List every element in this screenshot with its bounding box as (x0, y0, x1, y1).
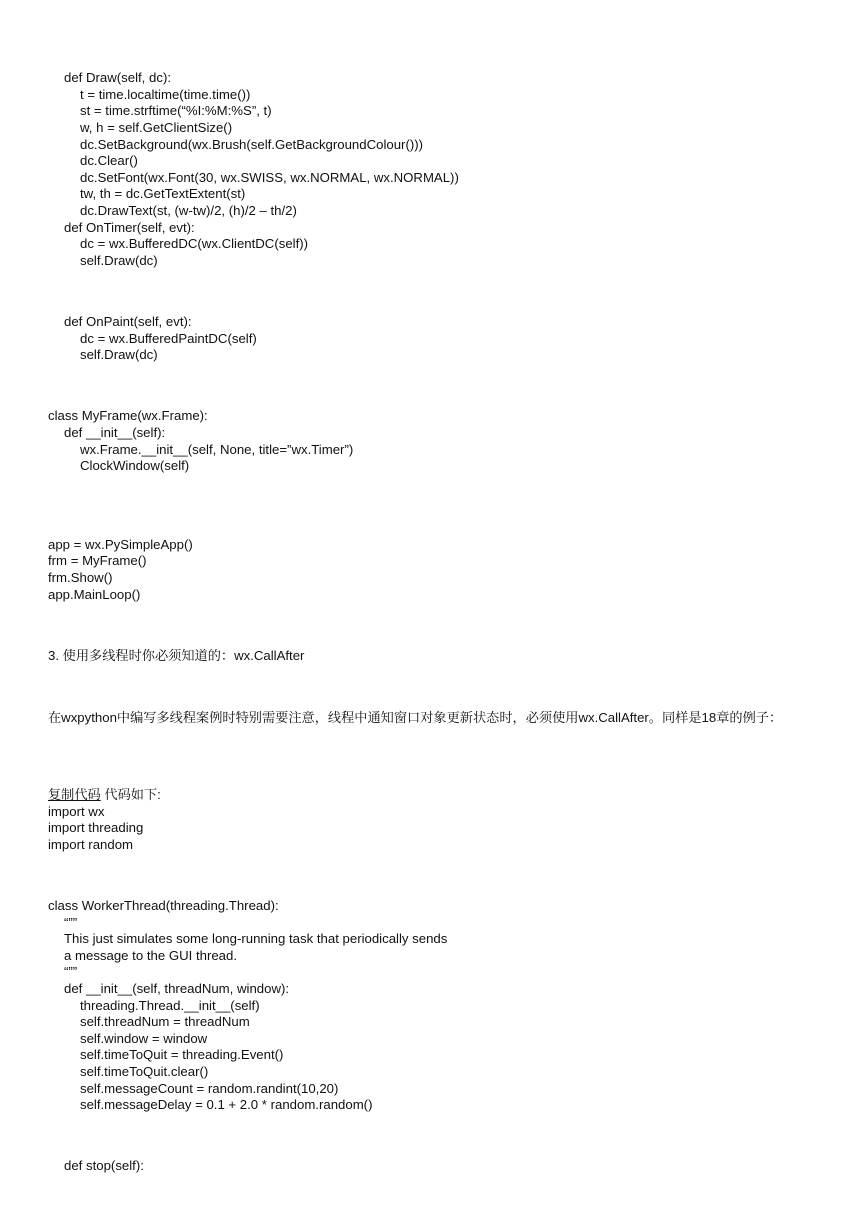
code-line: def Draw(self, dc): (64, 70, 171, 85)
code-line: “”” (64, 915, 78, 930)
code-line: st = time.strftime(“%I:%M:%S”, t) (80, 103, 272, 118)
code-line: dc = wx.BufferedDC(wx.ClientDC(self)) (80, 236, 309, 251)
code-line: w, h = self.GetClientSize() (80, 120, 233, 135)
code-line: self.Draw(dc) (80, 253, 158, 268)
code-line: self.window = window (80, 1031, 208, 1046)
section-heading: 3. 使用多线程时你必须知道的：wx.CallAfter (48, 648, 305, 663)
code-line: This just simulates some long-running task that periodically sends (64, 931, 448, 946)
code-line: ClockWindow(self) (80, 458, 190, 473)
code-line: def __init__(self, threadNum, window): (64, 981, 290, 996)
code-line: t = time.localtime(time.time()) (80, 87, 251, 102)
code-line: frm.Show() (48, 570, 113, 585)
code-line: dc.SetBackground(wx.Brush(self.GetBackgroundColour())) (80, 137, 424, 152)
code-line: wx.Frame.__init__(self, None, title=”wx.Timer”) (80, 442, 354, 457)
code-line: self.threadNum = threadNum (80, 1014, 250, 1029)
code-line: self.timeToQuit = threading.Event() (80, 1047, 284, 1062)
code-line: import wx (48, 804, 105, 819)
copy-code-link[interactable]: 复制代码 (48, 787, 101, 802)
code-line: app.MainLoop() (48, 587, 141, 602)
code-line: self.timeToQuit.clear() (80, 1064, 209, 1079)
code-line: app = wx.PySimpleApp() (48, 537, 193, 552)
code-line: def stop(self): (64, 1158, 144, 1173)
code-line: def __init__(self): (64, 425, 166, 440)
code-line: import threading (48, 820, 144, 835)
code-line: self.messageDelay = 0.1 + 2.0 * random.random() (80, 1097, 373, 1112)
copy-code-row (48, 787, 161, 803)
code-line: def OnPaint(self, evt): (64, 314, 192, 329)
code-line: import random (48, 837, 134, 852)
code-line: threading.Thread.__init__(self) (80, 998, 260, 1013)
intro-paragraph: 在wxpython中编写多线程案例时特别需要注意，线程中通知窗口对象更新状态时，必须使用wx.CallAfter。同样是18章的例子： (48, 710, 783, 725)
code-line: tw, th = dc.GetTextExtent(st) (80, 186, 246, 201)
code-line: a message to the GUI thread. (64, 948, 237, 963)
code-line: self.messageCount = random.randint(10,20) (80, 1081, 339, 1096)
code-line: dc.SetFont(wx.Font(30, wx.SWISS, wx.NORMAL, wx.NORMAL)) (80, 170, 459, 185)
code-line: def OnTimer(self, evt): (64, 220, 195, 235)
code-line: self.Draw(dc) (80, 347, 158, 362)
code-line: class MyFrame(wx.Frame): (48, 408, 208, 423)
code-line: dc = wx.BufferedPaintDC(self) (80, 331, 257, 346)
code-line: frm = MyFrame() (48, 553, 147, 568)
code-line: dc.Clear() (80, 153, 138, 168)
code-follows-label: 代码如下: (100, 787, 161, 802)
code-line: class WorkerThread(threading.Thread): (48, 898, 279, 913)
code-line: “”” (64, 964, 78, 979)
code-line: dc.DrawText(st, (w-tw)/2, (h)/2 – th/2) (80, 203, 297, 218)
